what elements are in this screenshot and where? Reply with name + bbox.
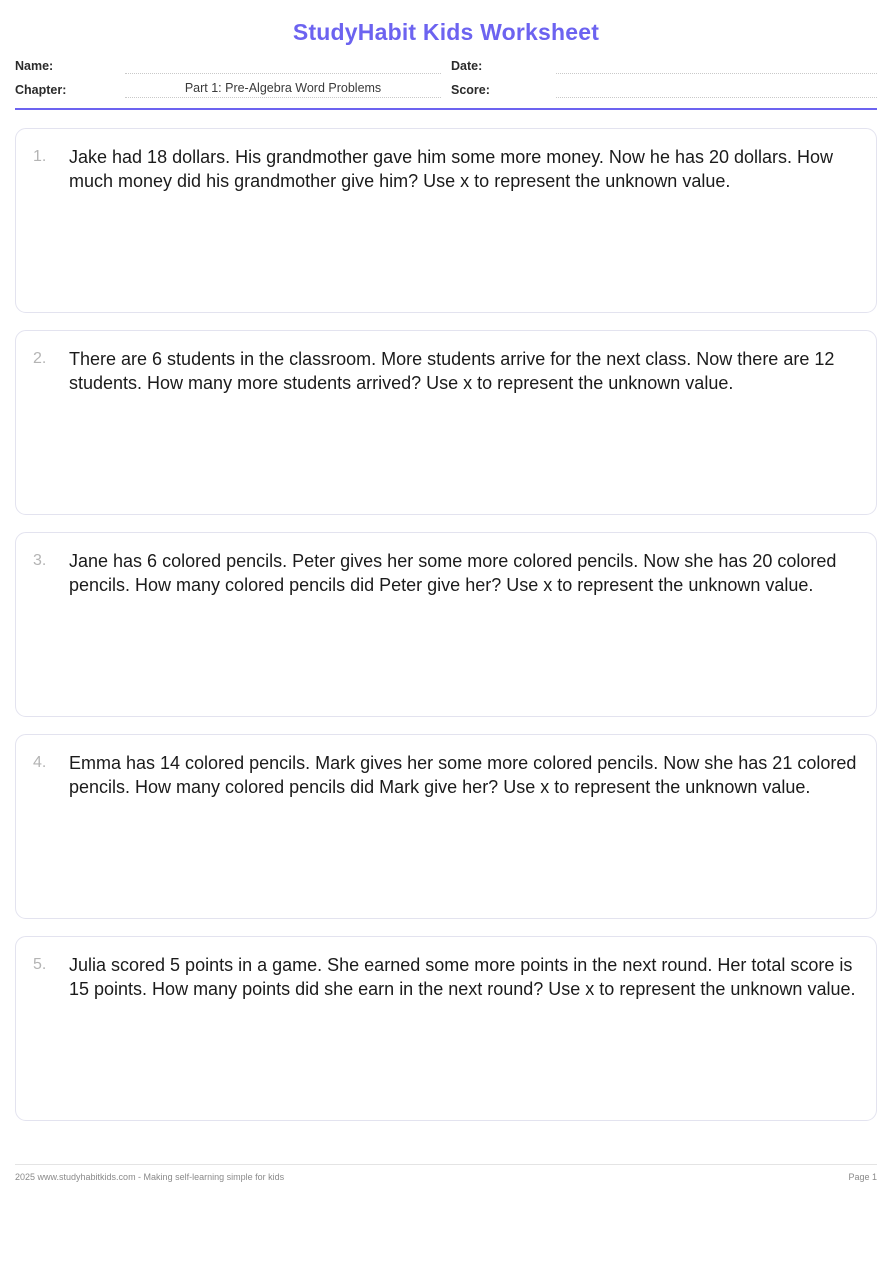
question-list — [15, 110, 877, 1121]
score-field-row — [451, 81, 877, 98]
chapter-input[interactable]: Part 1: Pre-Algebra Word Problems — [125, 81, 441, 98]
question-item — [15, 532, 877, 717]
date-label: Date: — [451, 59, 483, 74]
chapter-label: Chapter: — [15, 83, 67, 98]
header-column-left — [15, 57, 441, 98]
score-input[interactable] — [556, 81, 877, 98]
question-text: Julia scored 5 points in a game. She earned some more points in the next round. Her total score is 15 points. How many points did she earn in the next round? Use x to represent the unknown value. — [69, 955, 856, 1000]
question-number: 2. — [33, 350, 47, 368]
question-number: 4. — [33, 754, 47, 772]
date-field-row — [451, 57, 877, 74]
score-label: Score: — [451, 83, 490, 98]
question-item — [15, 128, 877, 313]
page-number: Page 1 — [848, 1172, 877, 1182]
chapter-field-row — [15, 81, 441, 98]
question-text: Jane has 6 colored pencils. Peter gives her some more colored pencils. Now she has 20 colored pencils. How many colored pencils did Peter give her? Use x to represent the unknown value. — [69, 551, 837, 596]
question-number: 3. — [33, 552, 47, 570]
header-column-right — [441, 57, 877, 98]
question-number: 5. — [33, 956, 47, 974]
footer-copyright: 2025 www.studyhabitkids.com - Making self-learning simple for kids — [15, 1172, 285, 1182]
question-item — [15, 734, 877, 919]
question-number: 1. — [33, 148, 47, 166]
name-field-row — [15, 57, 441, 74]
page-title: StudyHabit Kids Worksheet — [292, 19, 600, 45]
name-input[interactable] — [125, 57, 441, 74]
question-text: Jake had 18 dollars. His grandmother gave him some more money. Now he has 20 dollars. How much money did his grandmother give him? Use x to represent the unknown value. — [69, 147, 834, 192]
question-text: Emma has 14 colored pencils. Mark gives her some more colored pencils. Now she has 21 colored pencils. How many colored pencils did Mark give her? Use x to represent the unknown value. — [69, 753, 857, 798]
worksheet-header-fields — [15, 51, 877, 98]
page-footer — [15, 1164, 877, 1182]
question-text: There are 6 students in the classroom. More students arrive for the next class. Now there are 12 students. How many more students arrived? Use x to represent the unknown value. — [69, 349, 835, 394]
name-label: Name: — [15, 59, 54, 74]
date-input[interactable] — [556, 57, 877, 74]
question-item — [15, 330, 877, 515]
question-item — [15, 936, 877, 1121]
